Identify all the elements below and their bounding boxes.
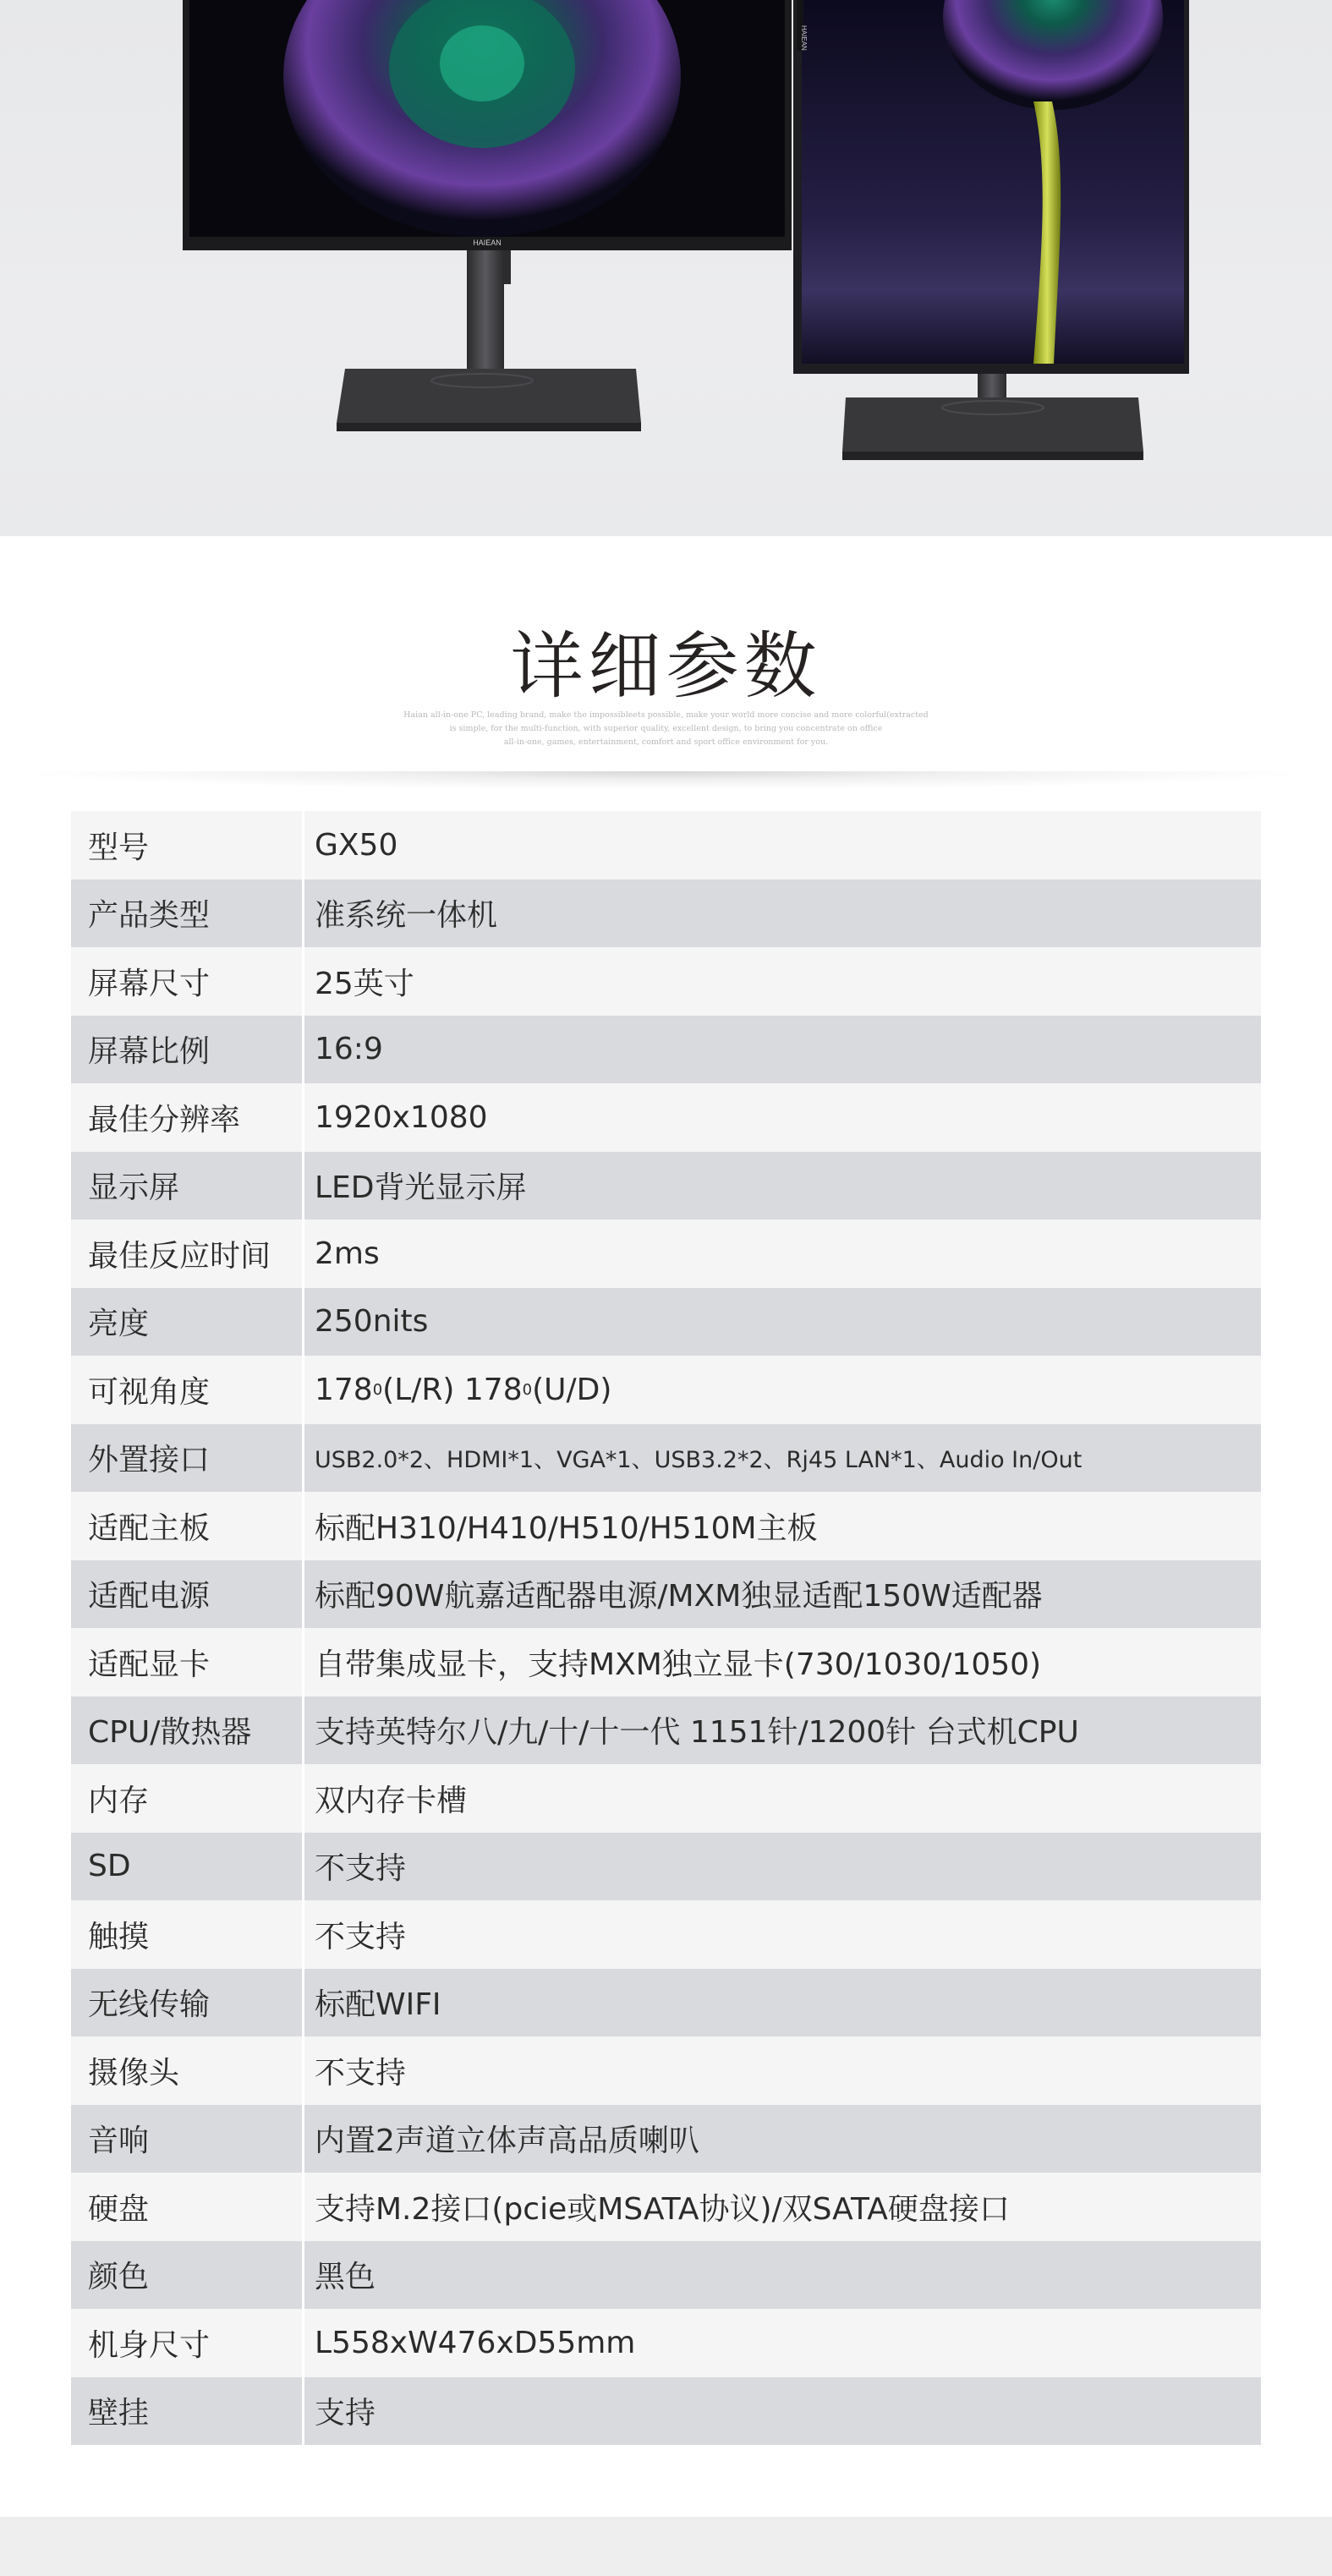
spec-value-part: (U/D) [532,1372,612,1407]
spec-label: 摄像头 [71,2036,304,2105]
spec-row [71,1288,1261,1357]
spec-label: 适配电源 [71,1560,304,1629]
footer-band [0,2517,1332,2576]
monitor-rotated [793,0,1189,460]
spec-label: 最佳反应时间 [71,1219,304,1288]
spec-row [71,947,1261,1016]
spec-value: 黑色 [315,2260,376,2295]
spec-value: 标配H310/H410/H510/H510M主板 [315,1510,818,1546]
spec-row [71,2309,1261,2377]
spec-row [71,1152,1261,1220]
spec-row [71,1628,1261,1696]
spec-row [71,1764,1261,1833]
spec-table [71,811,1261,2445]
spec-value: 不支持 [315,2055,407,2091]
spec-value: 1920x1080 [315,1099,488,1135]
spec-row [71,1900,1261,1969]
spec-value: 16:9 [315,1032,383,1067]
spec-label: 显示屏 [71,1152,304,1220]
spec-row [71,2173,1261,2241]
spec-value: 支持英特尔八/九/十/十一代 1151针/1200针 台式机CPU [315,1715,1079,1751]
spec-row [71,1219,1261,1288]
spec-value: LED背光显示屏 [315,1170,527,1206]
monitor-front [183,0,792,431]
spec-label: 适配显卡 [71,1628,304,1696]
spec-value: 双内存卡槽 [315,1783,468,1818]
spec-row [71,1560,1261,1629]
spec-row [71,1424,1261,1493]
spec-row [71,2105,1261,2173]
spec-label: 音响 [71,2105,304,2173]
spec-label: 产品类型 [71,880,304,948]
spec-label: SD [71,1833,304,1901]
spec-row [71,1016,1261,1084]
spec-row [71,1969,1261,2037]
spec-value: 支持 [315,2396,376,2431]
spec-row [71,1356,1261,1424]
brand-logo-side: HAIEAN [800,25,808,51]
spec-value: 准系统一体机 [315,898,498,934]
degree-mark: 0 [372,1380,383,1399]
spec-label: 屏幕比例 [71,1016,304,1084]
spec-label: CPU/散热器 [71,1696,304,1765]
spec-row [71,1696,1261,1765]
brand-logo-front: HAIEAN [473,238,502,247]
spec-label: 颜色 [71,2241,304,2310]
spec-value-part: (L/R) 178 [382,1372,523,1407]
spec-label: 内存 [71,1764,304,1833]
spec-value [304,1373,1261,1407]
spec-value: 不支持 [315,1851,407,1887]
spec-label: 硬盘 [71,2173,304,2241]
spec-label: 触摸 [71,1900,304,1969]
spec-value: USB2.0*2、HDMI*1、VGA*1、USB3.2*2、Rj45 LAN*1、Audio In/Out [315,1447,1083,1474]
spec-value: 标配WIFI [315,1987,441,2023]
spec-label: 无线传输 [71,1969,304,2037]
spec-row [71,880,1261,948]
spec-value-part: 178 [315,1372,373,1407]
spec-row [71,2036,1261,2105]
spec-label: 亮度 [71,1288,304,1357]
spec-row [71,2241,1261,2310]
degree-mark: 0 [522,1380,533,1399]
spec-label: 机身尺寸 [71,2309,304,2377]
spec-label: 壁挂 [71,2377,304,2446]
spec-value: 250nits [315,1304,429,1340]
spec-value: 2ms [315,1236,380,1271]
spec-value: 25英寸 [315,966,414,1001]
spec-row [71,811,1261,880]
page-title: 详细参数 [510,624,822,709]
spec-value: 内置2声道立体声高品质喇叭 [315,2124,699,2159]
spec-value: 支持M.2接口(pcie或MSATA协议)/双SATA硬盘接口 [315,2191,1010,2227]
section-divider [17,771,1315,790]
spec-label: 可视角度 [71,1356,304,1424]
title-subtext: Haian all-in-one PC, leading brand, make the impossibleets possible, make your world more concise and more colorful(extracted is simple, for the multi-function, with superior quality, excellent design, to bring you concentrate on office all-in-one, games, entertainment, comfort and sport office environment for you. [403,710,929,747]
spec-value: L558xW476xD55mm [315,2325,636,2360]
spec-label: 外置接口 [71,1424,304,1493]
spec-value: 标配90W航嘉适配器电源/MXM独显适配150W适配器 [315,1579,1043,1614]
spec-row [71,1083,1261,1152]
spec-row [71,1833,1261,1901]
spec-value: 自带集成显卡，支持MXM独立显卡(730/1030/1050) [315,1647,1042,1682]
spec-value: GX50 [315,827,398,863]
spec-label: 型号 [71,811,304,880]
spec-label: 适配主板 [71,1492,304,1560]
spec-label: 最佳分辨率 [71,1083,304,1152]
spec-value: 不支持 [315,1919,407,1954]
monitor-illustration [0,0,1332,536]
spec-label: 屏幕尺寸 [71,947,304,1016]
spec-row [71,2377,1261,2446]
product-hero [0,0,1332,536]
spec-row [71,1492,1261,1560]
